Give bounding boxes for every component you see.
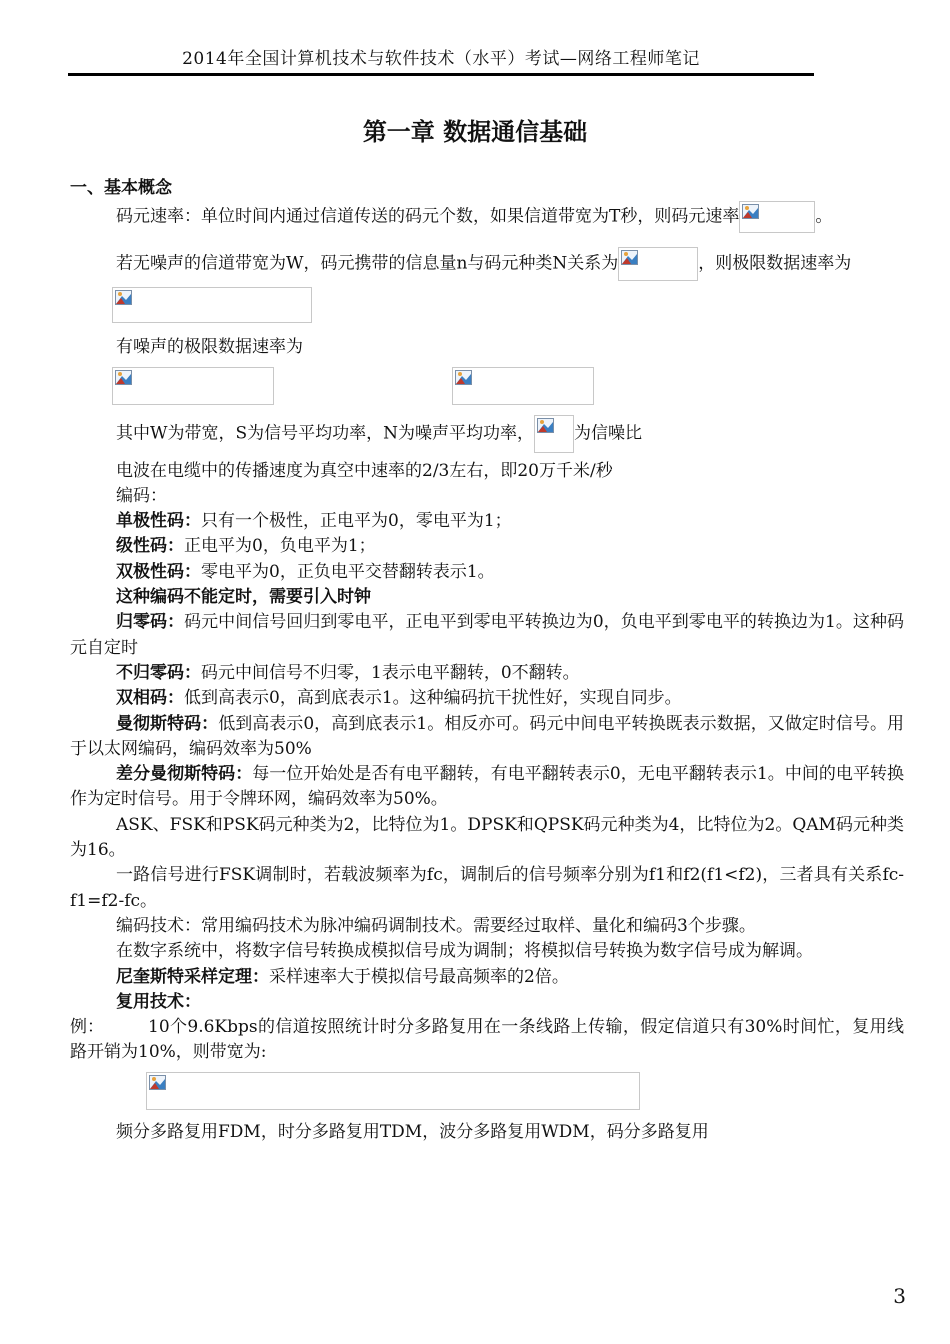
paragraph <box>70 965 904 990</box>
paragraph-text: 10个9.6Kbps的信道按照统计时分多路复用在一条线路上传输，假定信道只有30%时间忙，复用线路开销为10%，则带宽为: <box>70 1017 904 1063</box>
paragraph: 编码： <box>116 485 167 506</box>
paragraph <box>70 762 904 813</box>
paragraph <box>70 201 904 233</box>
paragraph-text: ，则极限数据速率为 <box>698 253 852 274</box>
paragraph-text: 只有一个极性，正电平为0，零电平为1； <box>201 511 512 532</box>
broken-image-icon <box>112 367 274 405</box>
running-header: 2014年全国计算机技术与软件技术（水平）考试—网络工程师笔记 <box>182 49 700 69</box>
paragraph: 频分多路复用FDM，时分多路复用TDM，波分多路复用WDM，码分多路复用 <box>116 1121 709 1142</box>
broken-image-icon <box>618 247 698 281</box>
paragraph-text: 若无噪声的信道带宽为W，码元携带的信息量n与码元种类N关系为 <box>116 253 619 274</box>
paragraph <box>70 534 904 559</box>
paragraph: 在数字系统中，将数字信号转换成模拟信号成为调制；将模拟信号转换为数字信号成为解调。 <box>116 941 813 962</box>
paragraph <box>70 661 904 686</box>
paragraph-text: 低到高表示0，高到底表示1。这种编码抗干扰性好，实现自同步。 <box>184 688 682 709</box>
broken-image-icon <box>739 201 815 233</box>
broken-image-icon <box>534 415 574 453</box>
paragraph: ASK、FSK和PSK码元种类为2，比特位为1。DPSK和QPSK码元种类为4，比特位为2。QAM码元种类为16。 <box>70 814 904 861</box>
header-rule <box>68 73 814 76</box>
paragraph-text: 正电平为0，负电平为1； <box>184 536 376 557</box>
broken-image-icon <box>146 1072 640 1110</box>
paragraph <box>70 415 904 453</box>
section-heading: 一、基本概念 <box>70 178 172 198</box>
paragraph-text: 码元中间信号不归零，1表示电平翻转，0不翻转。 <box>201 662 580 683</box>
paragraph-text: 码元速率：单位时间内通过信道传送的码元个数，如果信道带宽为T秒，则码元速率 <box>116 206 740 227</box>
paragraph <box>70 610 904 661</box>
paragraph-text: 码元中间信号回归到零电平，正电平到零电平转换边为0，负电平到零电平的转换边为1。这种码元自定时 <box>70 612 904 658</box>
paragraph: 一路信号进行FSK调制时，若载波频率为fc，调制后的信号频率分别为f1和f2(f1<f2)，三者具有关系fc-f1=f2-fc。 <box>70 865 904 911</box>
paragraph <box>70 1015 904 1066</box>
paragraph: 电波在电缆中的传播速度为真空中速率的2/3左右，即20万千米/秒 <box>116 460 613 481</box>
example-label: 例： <box>70 1017 104 1038</box>
term-label: 差分曼彻斯特码： <box>116 764 253 785</box>
paragraph <box>70 686 904 711</box>
paragraph-text: 采样速率大于模拟信号最高频率的2倍。 <box>269 966 569 987</box>
term-label: 不归零码： <box>116 662 201 683</box>
paragraph <box>70 509 904 534</box>
paragraph: 编码技术：常用编码技术为脉冲编码调制技术。需要经过取样、量化和编码3个步骤。 <box>116 915 756 936</box>
paragraph-text: 低到高表示0，高到底表示1。相反亦可。码元中间电平转换既表示数据，又做定时信号。用于以太网编码，编码效率为50% <box>70 713 904 759</box>
term-label: 双相码： <box>116 688 184 709</box>
paragraph-text: 每一位开始处是否有电平翻转，有电平翻转表示0，无电平翻转表示1。中间的电平转换作为定时信号。用于令牌环网，编码效率为50%。 <box>70 764 905 810</box>
term-label: 曼彻斯特码： <box>116 713 219 734</box>
term-label: 双极性码： <box>116 561 201 582</box>
term-label: 级性码： <box>116 536 184 557</box>
paragraph: 有噪声的极限数据速率为 <box>116 337 303 358</box>
paragraph-text: 。 <box>815 206 833 227</box>
broken-image-icon <box>452 367 594 405</box>
paragraph-text: 其中W为带宽，S为信号平均功率，N为噪声平均功率， <box>116 423 534 444</box>
paragraph-text: 零电平为0，正负电平交替翻转表示1。 <box>201 561 495 582</box>
paragraph <box>70 560 904 585</box>
term-label: 单极性码： <box>116 511 201 532</box>
chapter-title: 第一章 数据通信基础 <box>362 118 588 146</box>
document-body <box>70 176 904 1145</box>
paragraph-text: 为信噪比 <box>574 423 642 444</box>
paragraph <box>70 712 904 763</box>
paragraph <box>70 247 904 281</box>
term-label: 尼奎斯特采样定理： <box>116 966 269 987</box>
paragraph: 这种编码不能定时，需要引入时钟 <box>116 587 371 608</box>
term-label: 归零码： <box>116 612 185 633</box>
paragraph: 复用技术： <box>116 991 201 1012</box>
broken-image-icon <box>112 287 312 323</box>
page-number: 3 <box>893 1284 906 1308</box>
